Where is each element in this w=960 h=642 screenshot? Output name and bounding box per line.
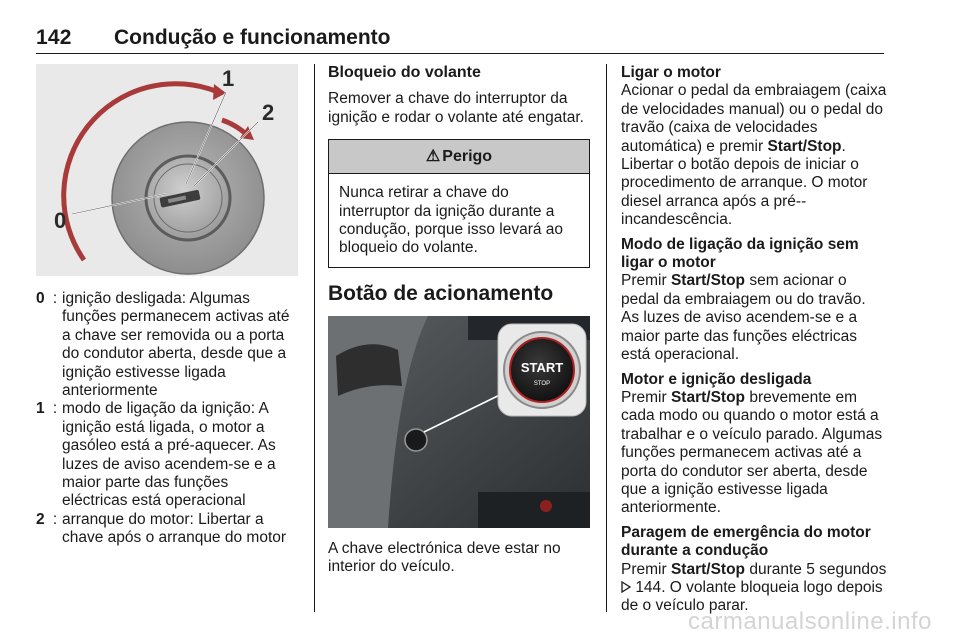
start-button-heading: Botão de acionamento: [328, 281, 554, 305]
engine-off-text: Premir Start/Stop brevemente em cada modo ou quando o motor está a trabalhar e o veículo parado. Algumas funções permanecem activas até a porta do condutor ser aberta, desde que a ignição estivesse ligada anteriormente.: [621, 388, 883, 517]
ignition-mode-section: [621, 236, 887, 365]
engine-off-heading: Motor e ignição desligada: [621, 370, 812, 388]
steering-lock-heading: Bloqueio do volante: [328, 64, 481, 81]
warning-text: Nunca retirar a chave do interruptor da ignição durante a condução, porque isso levará ao bloqueio do volante.: [339, 184, 564, 257]
steering-lock-text: Remover a chave do interruptor da ignição e rodar o volante até engatar.: [328, 90, 584, 126]
start-button-label: START: [520, 359, 564, 375]
emergency-stop-text: Premir Start/Stop durante 5 segundos 144. O volante bloqueia logo depois de o veículo parar.: [621, 560, 887, 615]
position-key: 1: [36, 400, 45, 418]
chapter-title: Condução e funcionamento: [114, 26, 391, 49]
position-separator: :: [52, 510, 58, 528]
column-right: [621, 64, 887, 622]
warning-title: Perigo: [442, 147, 493, 165]
page-reference[interactable]: 144: [635, 578, 662, 596]
page-header: [36, 26, 884, 54]
stop-button-label: STOP: [533, 380, 551, 387]
engine-start-heading: Ligar o motor: [621, 64, 721, 81]
start-stop-button-photo: [328, 316, 590, 528]
column-middle: [328, 64, 590, 577]
position-separator: :: [52, 290, 58, 307]
emergency-stop-section: [621, 524, 887, 616]
position-key: 2: [36, 510, 45, 528]
warning-triangle-icon: ⚠: [425, 147, 441, 165]
warning-box: [328, 139, 590, 268]
position-description: arranque do motor: Libertar a chave após o arranque do motor: [62, 510, 287, 547]
ignition-label-2: 2: [262, 100, 275, 125]
page-number: 142: [36, 26, 72, 49]
ignition-switch-illustration: [36, 64, 298, 276]
arrow-reference-icon: [621, 580, 631, 592]
ignition-positions-list: [36, 290, 298, 548]
column-divider: [606, 64, 607, 612]
ignition-label-1: 1: [222, 66, 235, 91]
list-item: [36, 290, 298, 400]
list-item: [36, 511, 298, 548]
engine-start-text: Acionar o pedal da embraiagem (caixa de velocidades manual) ou o pedal do travão (caixa de velocidades automática) e premir Start/Stop. Libertar o botão depois de iniciar o procedimento de arranque. O motor diesel arranca após a pré--incandescência.: [621, 82, 887, 229]
engine-start-section: [621, 64, 887, 230]
engine-off-section: [621, 371, 887, 518]
watermark-text: carmanualsonline.info: [688, 608, 932, 635]
position-key: 0: [36, 290, 45, 307]
start-button-caption: A chave electrónica deve estar no interior do veículo.: [328, 539, 561, 576]
ignition-mode-heading: Modo de ligação da ignição sem ligar o motor: [621, 235, 859, 272]
ignition-label-0: 0: [54, 208, 67, 233]
warning-header: [329, 140, 589, 174]
position-description: modo de ligação da ignição: A ignição está ligada, o motor a gasóleo está a pré-aquecer. As luzes de aviso acendem-se e a maior parte das funções eléctricas está operacional: [62, 400, 276, 510]
ignition-mode-text: Premir Start/Stop sem acionar o pedal da embraiagem ou do travão. As luzes de aviso acendem-se e a maior parte das funções eléctricas está operacional.: [621, 272, 866, 364]
list-item: [36, 400, 298, 510]
emergency-stop-heading: Paragem de emergência do motor durante a condução: [621, 523, 871, 560]
position-description: ignição desligada: Algumas funções permanecem activas até a chave ser removida ou a porta do condutor aberta, desde que a ignição estivesse ligada anteriormente: [62, 290, 290, 400]
column-divider: [314, 64, 315, 612]
column-left: [36, 64, 298, 548]
position-separator: :: [52, 400, 58, 418]
